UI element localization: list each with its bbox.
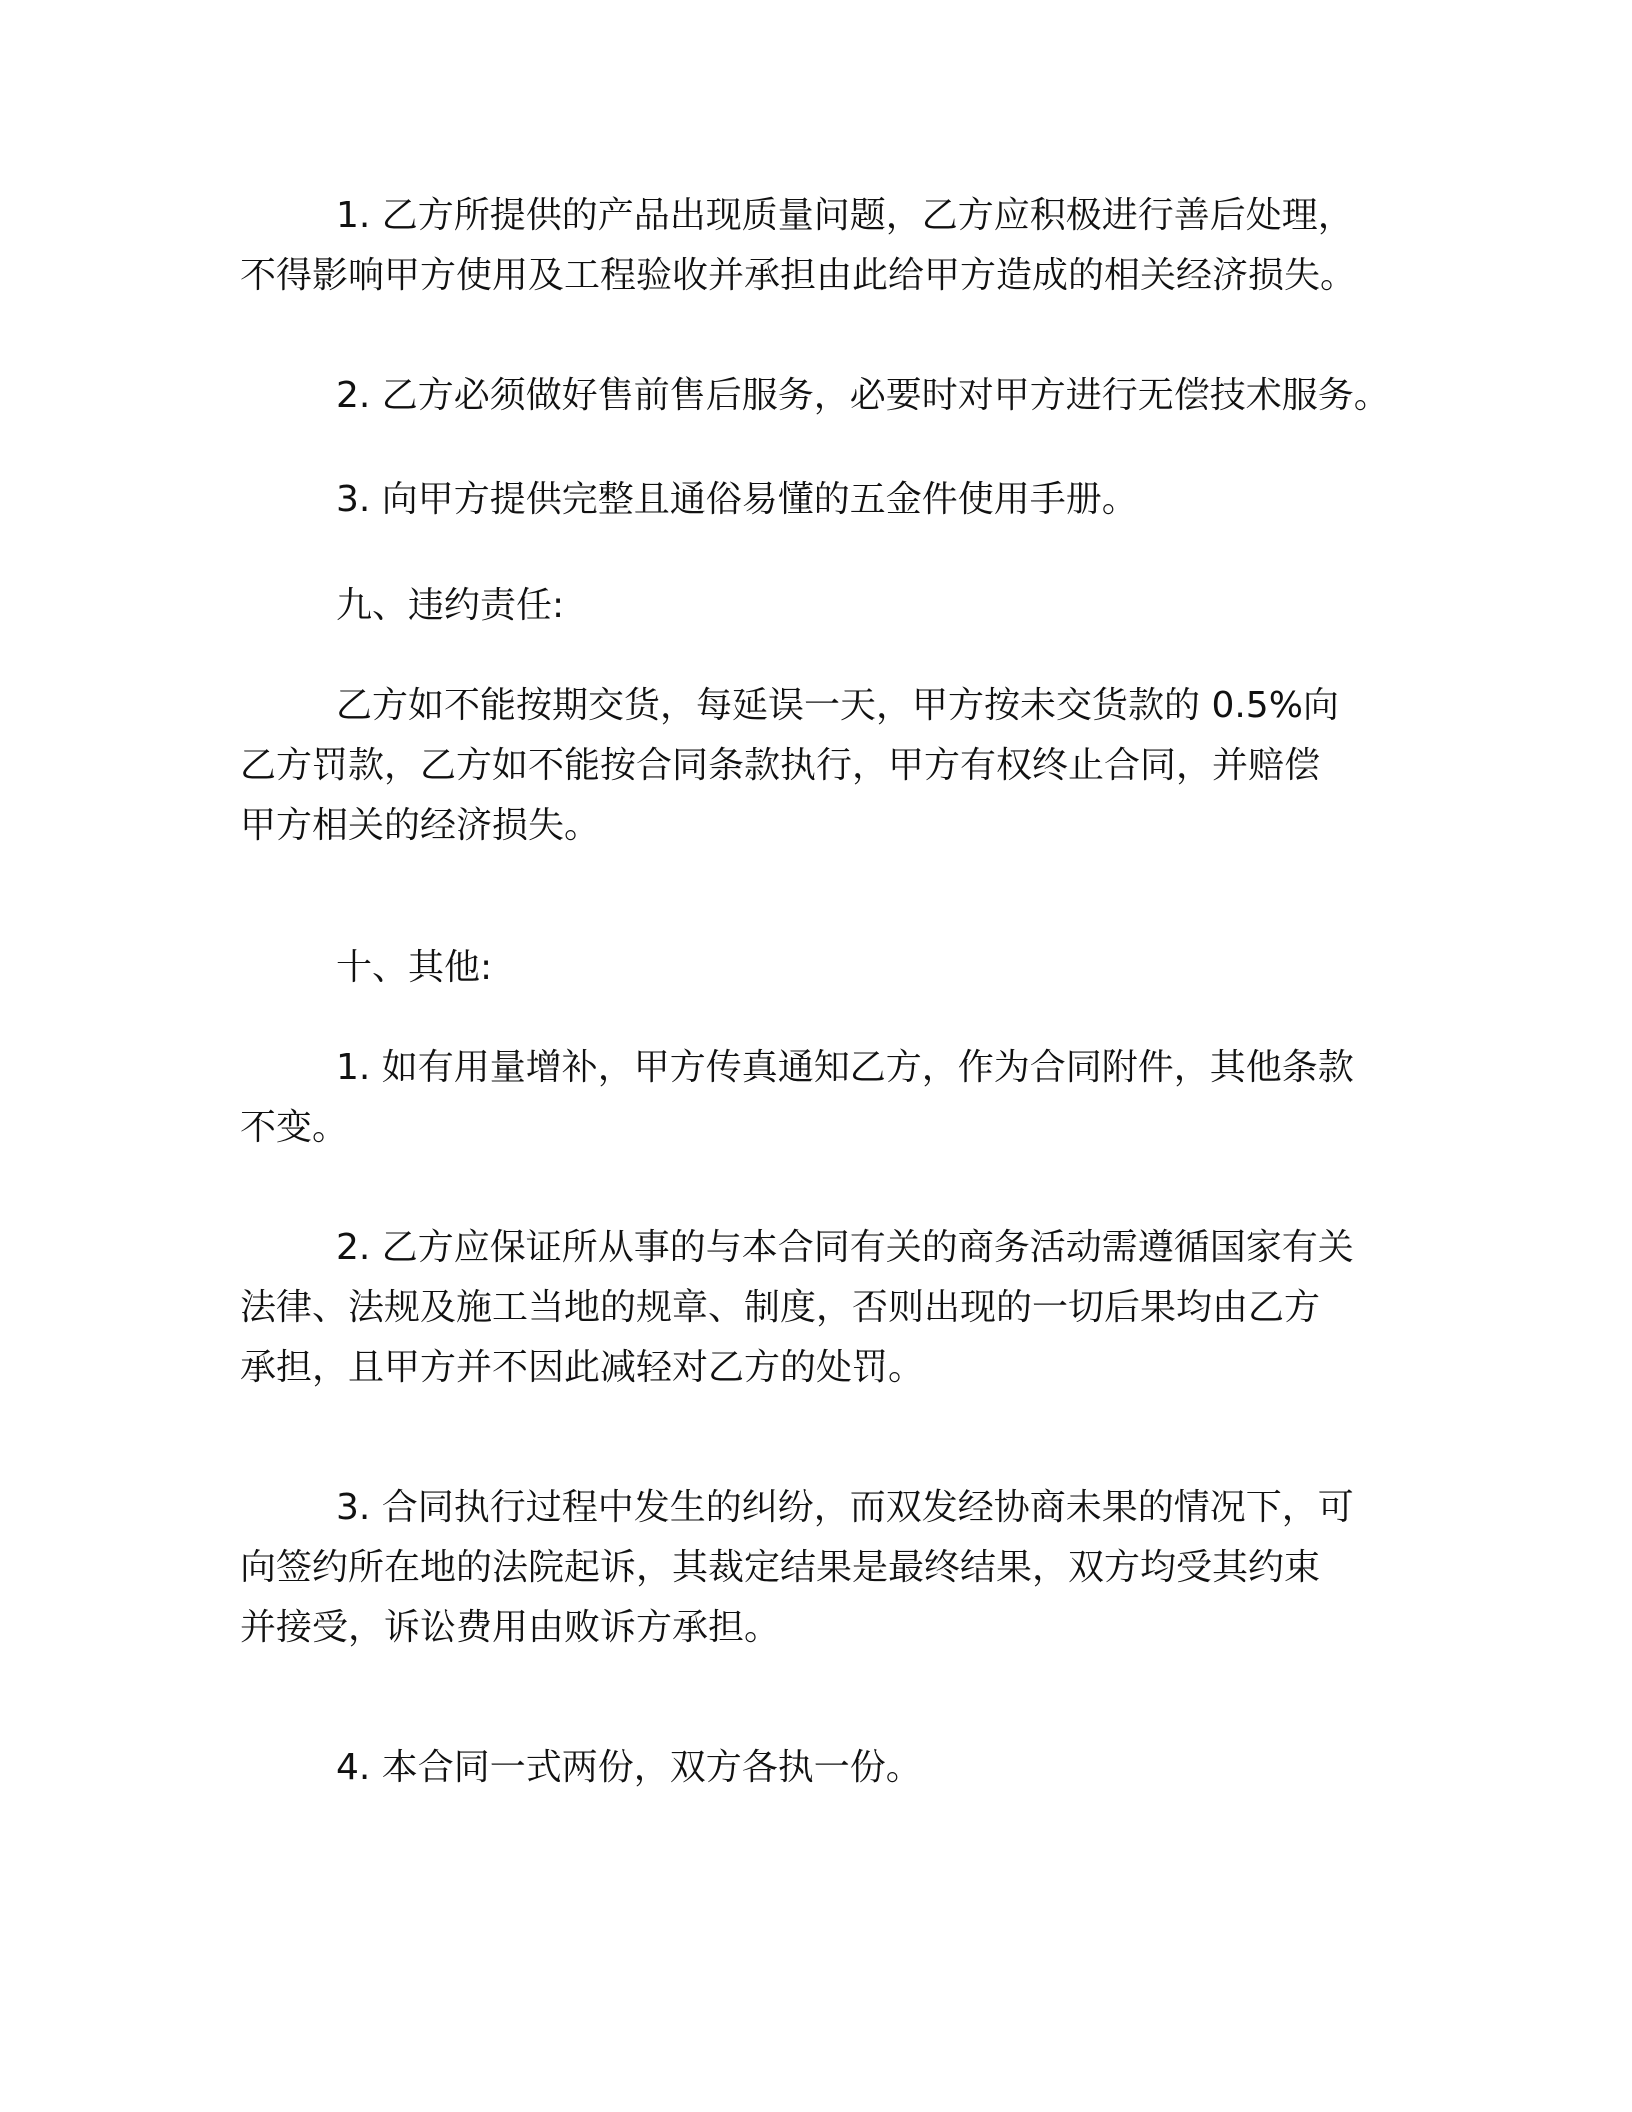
clause-quantity-supplement — [240, 1038, 1400, 1158]
text-line: 1. 乙方所提供的产品出现质量问题，乙方应积极进行善后处理， — [336, 195, 1354, 236]
text-line: 不变。 — [240, 1107, 349, 1148]
text-line: 2. 乙方应保证所从事的与本合同有关的商务活动需遵循国家有关 — [336, 1227, 1354, 1268]
text-line: 乙方如不能按期交货，每延误一天，甲方按未交货款的 0.5%向 — [336, 685, 1339, 726]
text-line: 2. 乙方必须做好售前售后服务，必要时对甲方进行无偿技术服务。 — [336, 375, 1390, 416]
text-line: 1. 如有用量增补，甲方传真通知乙方，作为合同附件，其他条款 — [336, 1047, 1354, 1088]
clause-legal-compliance — [240, 1218, 1400, 1398]
clause-manual — [240, 470, 1400, 530]
text-line: 乙方罚款，乙方如不能按合同条款执行，甲方有权终止合同，并赔偿 — [240, 745, 1321, 786]
text-line: 3. 合同执行过程中发生的纠纷，而双发经协商未果的情况下，可 — [336, 1487, 1354, 1528]
clause-dispute-resolution — [240, 1478, 1400, 1658]
clause-copies — [240, 1738, 1400, 1798]
text-line: 4. 本合同一式两份，双方各执一份。 — [336, 1747, 922, 1788]
text-line: 承担，且甲方并不因此减轻对乙方的处罚。 — [240, 1347, 925, 1388]
text-line: 3. 向甲方提供完整且通俗易懂的五金件使用手册。 — [336, 479, 1138, 520]
text-line: 并接受，诉讼费用由败诉方承担。 — [240, 1607, 781, 1648]
text-line: 不得影响甲方使用及工程验收并承担由此给甲方造成的相关经济损失。 — [240, 255, 1357, 296]
section-heading-breach — [240, 576, 1400, 636]
section-heading-other — [240, 938, 1400, 998]
text-line: 甲方相关的经济损失。 — [240, 805, 601, 846]
text-line: 向签约所在地的法院起诉，其裁定结果是最终结果，双方均受其约束 — [240, 1547, 1321, 1588]
clause-pre-after-sales-service — [240, 366, 1400, 426]
section-heading: 九、违约责任: — [336, 585, 565, 626]
section-heading: 十、其他: — [336, 947, 493, 988]
text-line: 法律、法规及施工当地的规章、制度，否则出现的一切后果均由乙方 — [240, 1287, 1321, 1328]
clause-after-sales-quality — [240, 186, 1400, 306]
clause-breach-liability — [240, 676, 1400, 856]
